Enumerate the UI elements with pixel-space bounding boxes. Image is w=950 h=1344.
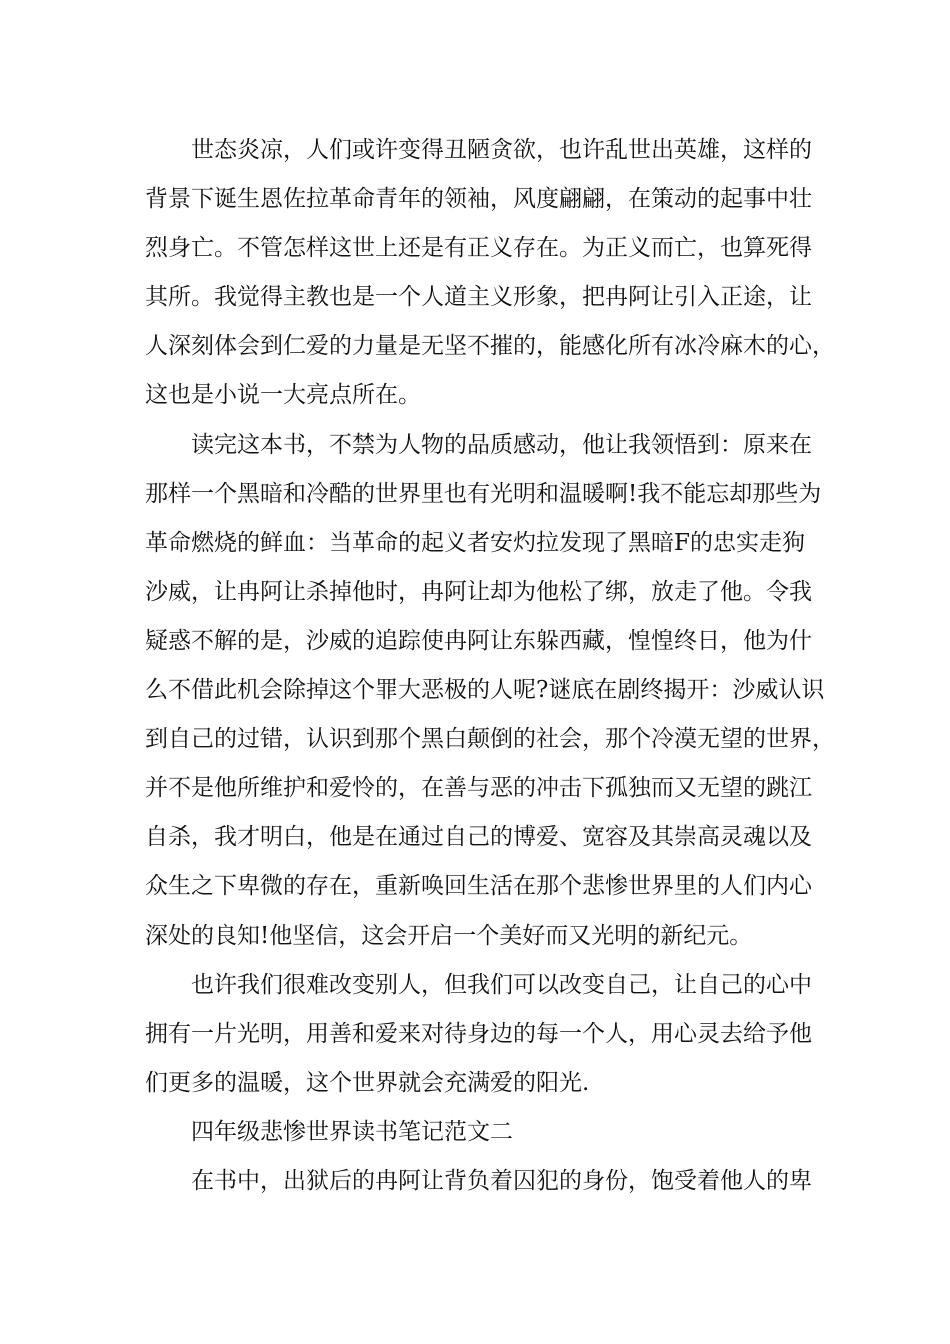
- text-line: 人深刻体会到仁爱的力量是无坚不摧的，能感化所有冰冷麻木的心，: [145, 333, 835, 360]
- text-line: 那样一个黑暗和冷酷的世界里也有光明和温暖啊!我不能忘却那些为: [145, 480, 822, 507]
- text-line: 这也是小说一大亮点所在。: [145, 382, 421, 409]
- section-heading: [145, 1108, 835, 1157]
- text-line: 其所。我觉得主教也是一个人道主义形象，把冉阿让引入正途，让: [145, 284, 812, 311]
- text-line: 疑惑不解的是，沙威的追踪使冉阿让东躲西藏，惶惶终日，他为什: [145, 627, 812, 654]
- text-line: 背景下诞生恩佐拉革命青年的领袖，风度翩翩，在策动的起事中壮: [145, 186, 812, 213]
- text-line: 自杀，我才明白，他是在通过自己的博爱、宽容及其崇高灵魂以及: [145, 824, 812, 851]
- paragraph-4: [145, 1157, 835, 1206]
- text-line: 们更多的温暖，这个世界就会充满爱的阳光.: [145, 1069, 590, 1096]
- document-body: [145, 126, 835, 1206]
- text-line: 并不是他所维护和爱怜的，在善与恶的冲击下孤独而又无望的跳江: [145, 775, 812, 802]
- text-line: 也许我们很难改变别人，但我们可以改变自己，让自己的心中: [191, 971, 812, 998]
- text-line: 读完这本书，不禁为人物的品质感动，他让我领悟到：原来在: [191, 431, 812, 458]
- text-line: 世态炎凉，人们或许变得丑陋贪欲，也许乱世出英雄，这样的: [191, 137, 812, 163]
- text-line: 到自己的过错，认识到那个黑白颠倒的社会，那个冷漠无望的世界，: [145, 726, 835, 753]
- paragraph-1: [145, 126, 835, 421]
- text-line: 众生之下卑微的存在，重新唤回生活在那个悲惨世界里的人们内心: [145, 873, 812, 900]
- paragraph-2: [145, 421, 835, 961]
- text-line: 拥有一片光明，用善和爱来对待身边的每一个人，用心灵去给予他: [145, 1020, 812, 1047]
- paragraph-3: [145, 961, 835, 1108]
- text-line: 烈身亡。不管怎样这世上还是有正义存在。为正义而亡，也算死得: [145, 235, 812, 262]
- text-line: 革命燃烧的鲜血：当革命的起义者安灼拉发现了黑暗F的忠实走狗: [145, 529, 805, 556]
- text-line: 在书中，出狱后的冉阿让背负着囚犯的身份，饱受着他人的卑: [191, 1167, 812, 1194]
- text-line: 么不借此机会除掉这个罪大恶极的人呢?谜底在剧终揭开：沙威认识: [145, 677, 825, 704]
- text-line: 深处的良知!他坚信，这会开启一个美好而又光明的新纪元。: [145, 922, 753, 949]
- text-line: 沙威，让冉阿让杀掉他时，冉阿让却为他松了绑，放走了他。令我: [145, 578, 812, 605]
- section-heading-text: 四年级悲惨世界读书笔记范文二: [191, 1118, 513, 1145]
